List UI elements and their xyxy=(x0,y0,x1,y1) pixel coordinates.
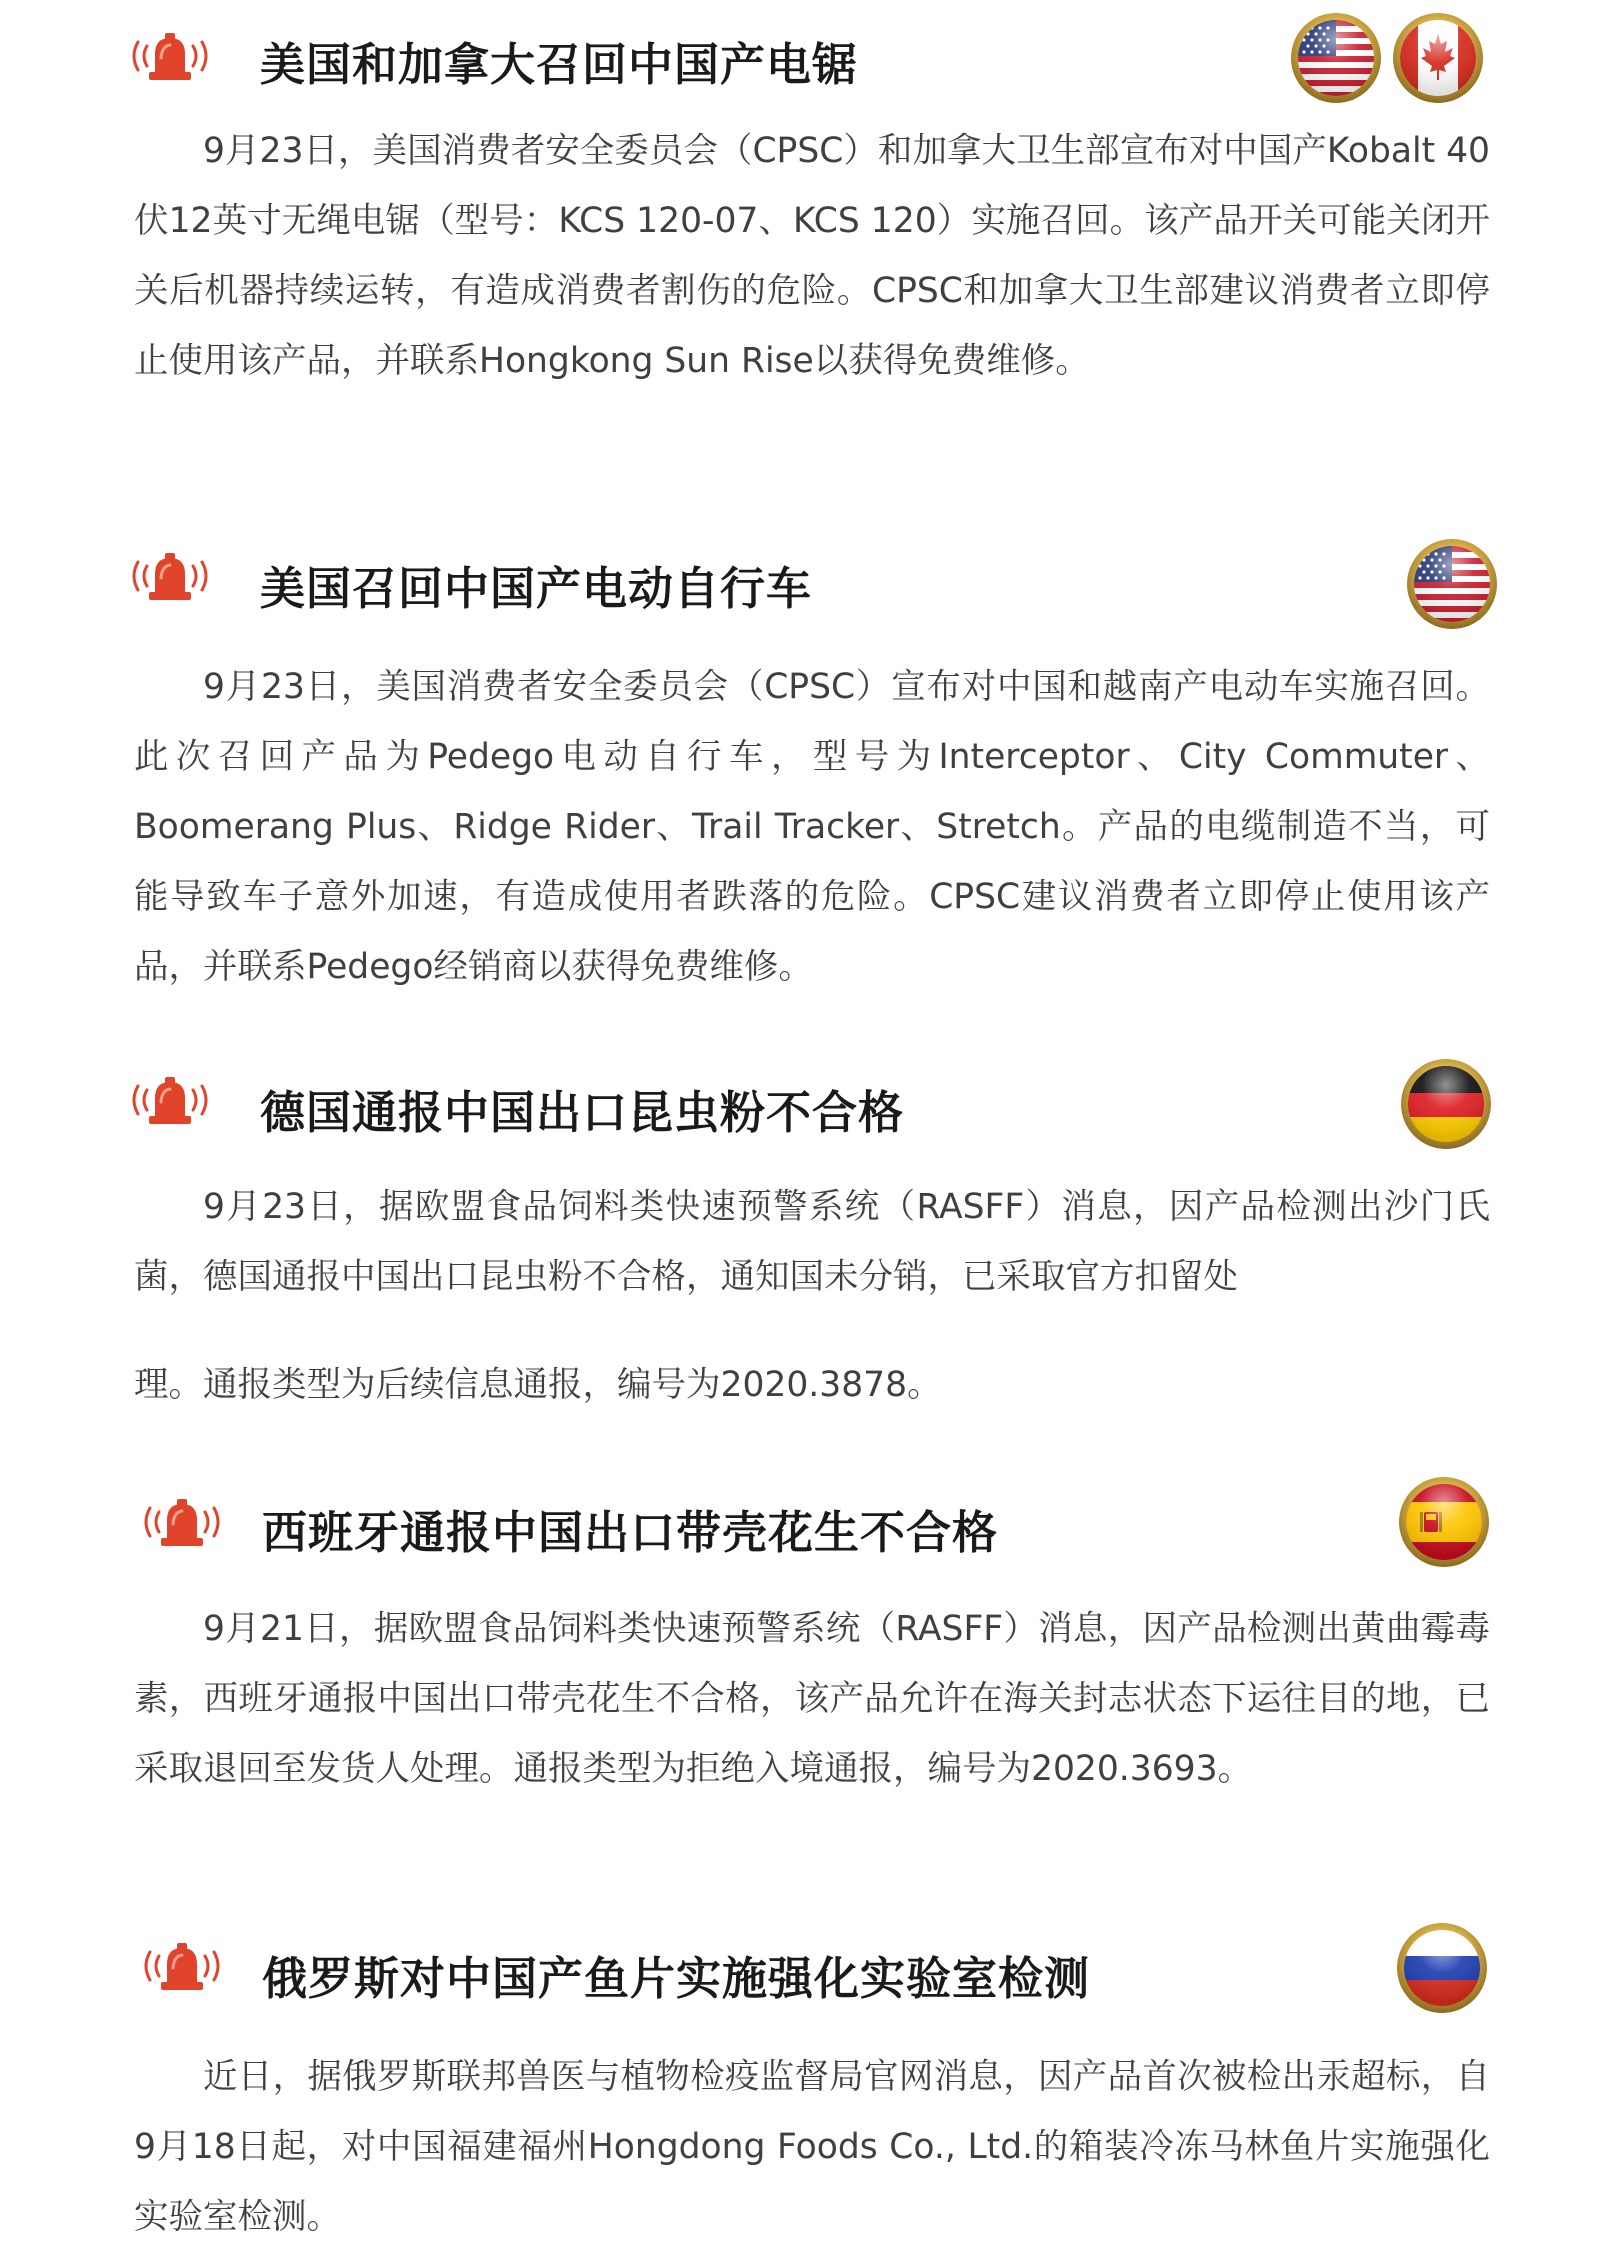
news-title: 俄罗斯对中国产鱼片实施强化实验室检测 xyxy=(262,1952,1091,2005)
news-title: 德国通报中国出口昆虫粉不合格 xyxy=(260,1086,905,1139)
canada-flag-icon xyxy=(1392,12,1484,104)
us-flag-icon xyxy=(1290,12,1382,104)
spain-flag-icon xyxy=(1398,1476,1490,1568)
news-body: 9月21日，据欧盟食品饲料类快速预警系统（RASFF）消息，因产品检测出黄曲霉毒素，西班牙通报中国出口带壳花生不合格，该产品允许在海关封志状态下运往目的地，已采取退回至发货人处理。通报类型为拒绝入境通报，编号为2020.3693。 xyxy=(134,1609,1490,1789)
germany-flag-icon xyxy=(1400,1058,1492,1150)
alarm-bell-icon xyxy=(120,1072,220,1128)
us-flag-icon xyxy=(1406,538,1498,630)
alarm-bell-icon xyxy=(132,1494,232,1550)
alarm-bell-icon xyxy=(132,1938,232,1994)
news-body-text: 9月23日，据欧盟食品饲料类快速预警系统（RASFF）消息，因产品检测出沙门氏菌，德国通报中国出口昆虫粉不合格，通知国未分销，已采取官方扣留处 xyxy=(134,1187,1490,1297)
news-body: 近日，据俄罗斯联邦兽医与植物检疫监督局官网消息，因产品首次被检出汞超标，自9月18日起，对中国福建福州Hongdong Foods Co., Ltd.的箱装冷冻马林鱼片实施强化实验室检测。 xyxy=(134,2057,1490,2237)
news-body-continued: 理。通报类型为后续信息通报，编号为2020.3878。 xyxy=(134,1365,942,1405)
news-body: 9月23日，美国消费者安全委员会（CPSC）和加拿大卫生部宣布对中国产Kobalt 40伏12英寸无绳电锯（型号：KCS 120-07、KCS 120）实施召回。该产品开关可能关闭开关后机器持续运转，有造成消费者割伤的危险。CPSC和加拿大卫生部建议消费者立即停止使用该产品，并联系Hongkong Sun Rise以获得免费维修。 xyxy=(134,131,1490,381)
news-title: 美国和加拿大召回中国产电锯 xyxy=(260,38,859,91)
news-body xyxy=(134,1172,1490,1420)
russia-flag-icon xyxy=(1396,1922,1488,2014)
news-title: 美国召回中国产电动自行车 xyxy=(260,562,813,615)
alarm-bell-icon xyxy=(120,28,220,84)
news-body: 9月23日，美国消费者安全委员会（CPSC）宣布对中国和越南产电动车实施召回。此次召回产品为Pedego电动自行车，型号为Interceptor、City Commuter、Boomerang Plus、Ridge Rider、Trail Tracker、Stretch。产品的电缆制造不当，可能导致车子意外加速，有造成使用者跌落的危险。CPSC建议消费者立即停止使用该产品，并联系Pedego经销商以获得免费维修。 xyxy=(134,667,1490,987)
news-title: 西班牙通报中国出口带壳花生不合格 xyxy=(262,1506,999,1559)
alarm-bell-icon xyxy=(120,548,220,604)
